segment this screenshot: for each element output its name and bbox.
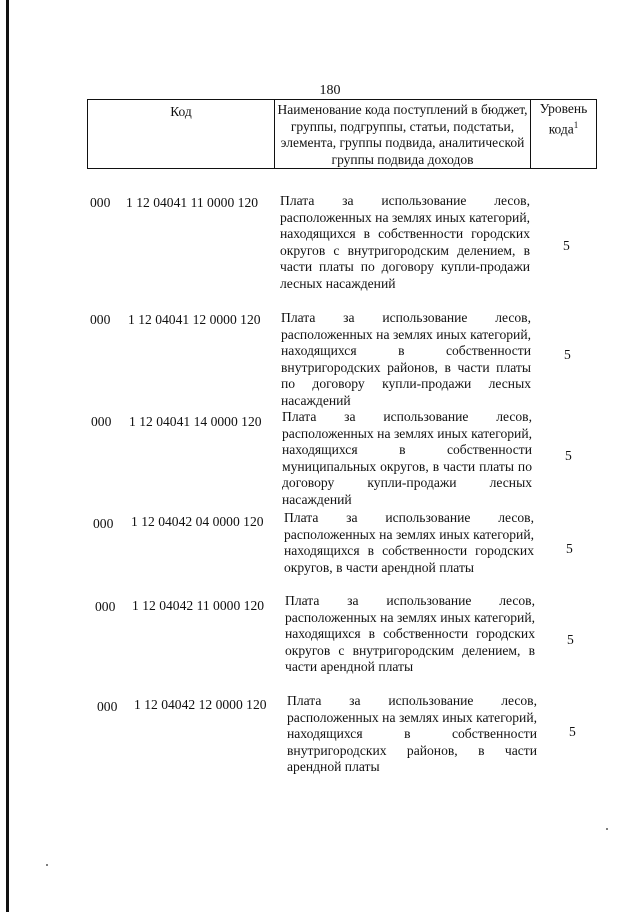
row-income-code: 1 12 04042 04 0000 120: [131, 514, 264, 529]
row-income-code: 1 12 04041 12 0000 120: [128, 312, 261, 327]
row-description: Плата за использование лесов, расположенных на землях иных категорий, находящихся в собственности городских округов, в части арендной платы: [284, 510, 534, 575]
header-code-cell: [88, 100, 275, 169]
row-description: Плата за использование лесов, расположенных на землях иных категорий, находящихся в собственности внутригородских районов, в части платы по договору купли-продажи лесных насаждений: [281, 310, 531, 408]
row-level: 5: [566, 541, 573, 556]
row-income-code: 1 12 04042 12 0000 120: [134, 697, 267, 712]
row-level: 5: [564, 347, 571, 362]
row-income-code: 1 12 04041 14 0000 120: [129, 414, 262, 429]
row-admin-code: 000: [97, 699, 118, 714]
row-description: Плата за использование лесов, расположенных на землях иных категорий, находящихся в собственности городских округов с внутригородским делением, в части платы по договору купли-продажи лесных насаждений: [280, 193, 530, 291]
row-income-code: 1 12 04041 11 0000 120: [126, 195, 259, 210]
header-name-cell: [275, 100, 531, 169]
header-level-footnote: 1: [573, 120, 579, 130]
row-level: 5: [565, 448, 572, 463]
header-level-label: Уровень кода: [539, 101, 588, 137]
row-description: Плата за использование лесов, расположенных на землях иных категорий, находящихся в собственности городских округов с внутригородским делением, в части арендной платы: [285, 593, 535, 674]
row-level: 5: [569, 724, 576, 739]
row-admin-code: 000: [93, 516, 114, 531]
header-level-cell: [531, 100, 597, 169]
row-admin-code: 000: [90, 195, 111, 210]
row-level: 5: [563, 238, 570, 253]
row-level: 5: [567, 632, 574, 647]
row-income-code: 1 12 04042 11 0000 120: [132, 598, 265, 613]
scan-edge-line: [6, 0, 9, 912]
header-code-label: Код: [170, 104, 192, 119]
scan-speck: [46, 864, 48, 866]
scan-speck: [606, 828, 608, 830]
row-description: Плата за использование лесов, расположенных на землях иных категорий, находящихся в собственности внутригородских районов, в части арендной платы: [287, 693, 537, 774]
header-name-label: Наименование кода поступлений в бюджет, группы, подгруппы, статьи, подстатьи, элемента, группы подвида, аналитической группы подвида доходов: [277, 102, 528, 167]
row-admin-code: 000: [90, 312, 111, 327]
row-admin-code: 000: [91, 414, 112, 429]
row-description: Плата за использование лесов, расположенных на землях иных категорий, находящихся в собственности муниципальных округов, в части платы по договору купли-продажи лесных насаждений: [282, 409, 532, 507]
row-admin-code: 000: [95, 599, 116, 614]
header-table: [87, 99, 597, 169]
page-number: 180: [319, 83, 341, 98]
